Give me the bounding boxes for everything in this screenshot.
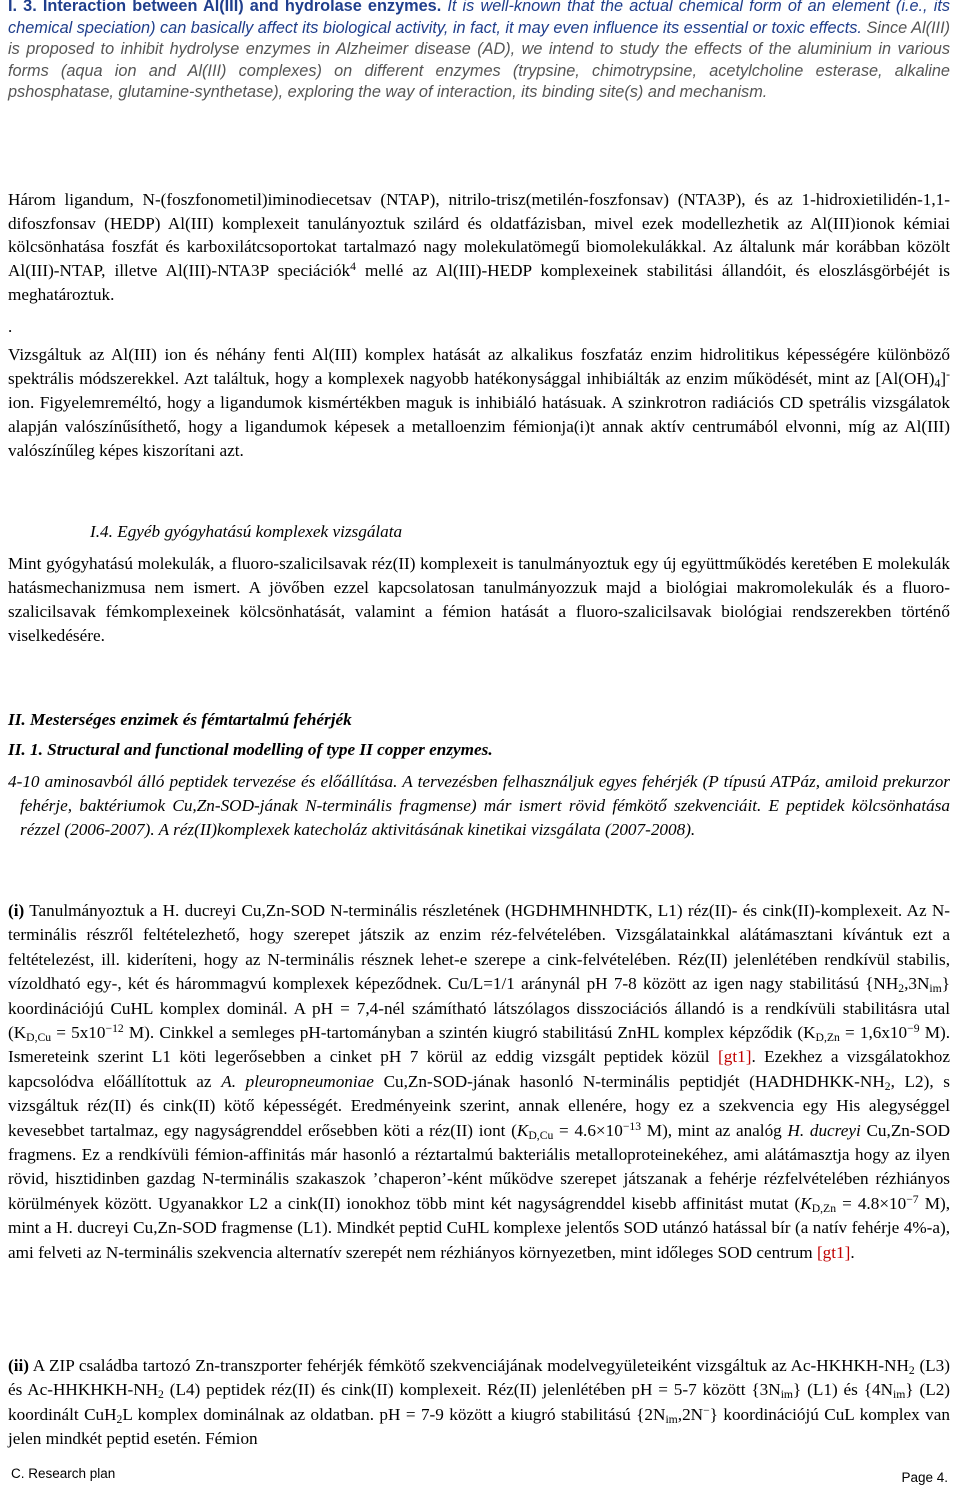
intro-text-blue: It is well-known that the actual chemical form of an element (i.e., its chemical speciation) can basically affect its biological activity, in fact, it may even influence its essential or toxic effects. bbox=[8, 0, 950, 37]
harom-text-c: mellé az Al(III)-HEDP komplexeinek stabilitási állandóit, és eloszlásgörbéjét is meghatároztuk. bbox=[8, 261, 950, 304]
intro-text-gray: Since Al(III) is proposed to inhibit hydrolyse enzymes in Alzheimer disease (AD), we intend to study the effects of the aluminium in various forms (aqua ion and Al(III) complexes) on different enzymes (trypsine, chimotrypsine, acetylcholine esterase, alkaline pshosphatase, glutamine-synthetase), exploring the way of interaction, its binding site(s) and mechanism. bbox=[8, 18, 951, 101]
vizsg-text-a: Vizsgáltuk az Al(III) ion és néhány fenti Al(III) komplex hatását az alkalikus foszfatáz enzim hidrolitikus képességére különböző spektrális módszerekkel. Azt találtuk, hogy a komplexek nagyobb hatékonysággal inhibiálták az enzim működését, mint az [Al(OH) bbox=[8, 345, 950, 388]
pi-s2: im bbox=[929, 982, 942, 996]
peptid-text-c: E peptidek kölcsönhatása rézzel (2006-2007). A réz(II)komplexek katecholáz aktivitásának kinetikai vizsgálata (2007-2008). bbox=[20, 796, 951, 839]
pi-t15i: H. ducreyi bbox=[787, 1120, 861, 1140]
pi-sup2: −9 bbox=[907, 1022, 920, 1036]
pi-sup1: −12 bbox=[105, 1022, 124, 1036]
pii-t5: } (L1) és {4N bbox=[793, 1380, 894, 1400]
vizsg-sup: - bbox=[946, 368, 950, 382]
pii-s2: 2 bbox=[158, 1388, 164, 1402]
pi-t14: = 4.6×10 bbox=[553, 1120, 623, 1140]
peptid-text-a: 4-10 aminosavból álló peptidek tervezése és előállítása. bbox=[8, 772, 398, 791]
pii-t8: ,2N bbox=[677, 1404, 704, 1424]
pi-s7: D,Zn bbox=[811, 1201, 837, 1215]
pi-t4: ,3N bbox=[904, 974, 930, 994]
pi-t16: Cu,Zn-SOD fragmens. bbox=[8, 1120, 951, 1165]
pi-t17: Ez a rendkívüli fémion-affinitás már hasonló a réztartalmú bakteriális metalloproteinekéhez, ami alátámasztja hogy az ilyen rövid, hisztidinben gazdag N-terminális szakaszok ’chaperon’-ként működve szerepet játszanak a fehérje rézfelvételében rézhiányos körülmények között. bbox=[8, 1145, 950, 1213]
gyogy-text-b: A jövőben ezzel kapcsolatosan tanulmányozzuk majd a biológiai makromolekulák és a fluoro-szalicilsavak fémkomplexeinek kölcsönhatását, valamint a fémion hatását a fluoro-szalicilsavak biológiai rendszerekben történő viselkedésére. bbox=[8, 578, 950, 645]
pi-sup4: −7 bbox=[906, 1193, 919, 1207]
pi-t19: = 4.8×10 bbox=[836, 1193, 907, 1213]
pi-t1: Tanulmányoztuk a H. ducreyi Cu,Zn-SOD N-terminális részletének (HGDHMHNHDTK, L1) réz(II)- és cink(II)-komplexeit. bbox=[24, 901, 903, 920]
pi-t8: = 1,6x10 bbox=[839, 1023, 908, 1043]
pii-t7: L komplex dominálnak az oldatban. pH = 7-9 között a kiugró stabilitású {2N bbox=[122, 1404, 666, 1424]
vizsg-sub: 4 bbox=[934, 376, 941, 390]
pi-s6: D,Cu bbox=[528, 1128, 554, 1142]
pii-sup1: − bbox=[703, 1403, 710, 1417]
pii-t1: A ZIP családba tartozó Zn-transzporter fehérjék fémkötő szekvenciájának modelvegyületeiként vizsgáltuk az Ac-HKHKH-NH bbox=[29, 1356, 909, 1375]
pii-t9: } koordinációjú CuL komplex van jelen mindkét peptid esetén. Fémion bbox=[8, 1404, 950, 1449]
pi-t13: Eredményeink szerint, annak ellenére, hogy ez a szekvencia egy His alegységgel kevesebbet tartalmaz, egy nagyságrenddel erősebben köti a réz(II) iont ( bbox=[8, 1096, 950, 1140]
pii-t4: Réz(II) jelenlétében pH = 5-7 között {3N bbox=[481, 1380, 781, 1400]
pi-sup3: −13 bbox=[622, 1119, 642, 1133]
pii-s3: im bbox=[780, 1388, 794, 1402]
harom-text-b: Az általunk már korábban közölt Al(III)-NTAP, illetve Al(III)-NTA3P speciációk bbox=[8, 237, 950, 281]
paragraph-peptid-tervezes bbox=[8, 770, 950, 842]
pi-t13i: K bbox=[516, 1120, 529, 1140]
pi-s3: D,Cu bbox=[26, 1030, 52, 1044]
pii-t3: (L4) peptidek réz(II) és cink(II) komplexeit. bbox=[163, 1380, 482, 1400]
gyogy-text-a: Mint gyógyhatású molekulák, a fluoro-szalicilsavak réz(II) komplexeit is tanulmányoztuk egy új együttműködés keretében E molekulák hatásmechanizmusa nem ismert. bbox=[8, 554, 950, 597]
paragraph-gyogyhatasu bbox=[8, 552, 950, 648]
footer-section-label: C. Research plan bbox=[11, 1466, 116, 1481]
intro-paragraph bbox=[8, 0, 950, 104]
section-title-ii: II. Mesterséges enzimek és fémtartalmú fehérjék bbox=[8, 710, 352, 729]
comment-ref-gt1[interactable]: [gt1] bbox=[718, 1047, 752, 1067]
pi-t7: M). Cinkkel a semleges pH-tartományban a szintén kiugró stabilitású ZnHL komplex képződik (K bbox=[123, 1023, 816, 1043]
pi-t5: } koordinációjú CuHL komplex dominál. A pH = 7,4-nél számítható látszólagos disszociációs állandó is a rendkívüli stabilitásra utal (K bbox=[8, 974, 950, 1043]
harom-text-a: Három ligandum, N-(foszfonometil)iminodiecetsav (NTAP), nitrilo-trisz(metilén-foszfonsav) (NTA3P), és az 1-hidroxietilidén-1,1-difoszfonsav (HEDP) Al(III) komplexeit tanulányoztuk szilárd és oldatfázisban, mivel ezek modellezhetik az Al(III)ionok kémiai kölcsönhatása foszfát és karboxilátcsoportokat tartalmazó nagy molekulatömegű biomolekulákkal. bbox=[8, 190, 950, 257]
paragraph-vizsgaltuk bbox=[8, 343, 950, 463]
pi-t11: Cu,Zn-SOD-jának hasonló N-terminális peptidjét (HADHDHKK-NH bbox=[373, 1071, 885, 1091]
harom-ref-sup: 4 bbox=[350, 260, 356, 274]
peptid-text-b: A tervezésben felhasználjuk egyes fehérjék (P típusú ATPáz, amiloid prekurzor fehérje, baktériumok Cu,Zn-SOD-jának N-terminális fragmense) már ismert rövid fémkötő szekvenciáit. bbox=[20, 772, 950, 815]
pi-t10: . Ezekhez a vizsgálatokhoz kapcsolódva előállítottuk az bbox=[8, 1047, 951, 1091]
pi-t20: M), mint a H. ducreyi Cu,Zn-SOD fragmense (L1). bbox=[8, 1193, 950, 1238]
pii-s1: 2 bbox=[908, 1363, 915, 1377]
stray-dot: . bbox=[8, 317, 13, 336]
pii-s4: im bbox=[893, 1388, 906, 1402]
section-title-i4: I.4. Egyéb gyógyhatású komplexek vizsgálata bbox=[90, 522, 403, 541]
pi-t18: Ugyanakkor L2 a cink(II) ionokhoz több mint két nagyságrenddel kisebb affinitást mutat ( bbox=[152, 1193, 801, 1213]
footer-page-number: Page 4. bbox=[901, 1470, 948, 1485]
pi-t15: M), mint az analóg bbox=[641, 1120, 788, 1140]
paragraph-i bbox=[8, 899, 950, 1265]
pi-t12: , L2), s vizsgáltuk réz(II) és cink(II) kötő képességét. bbox=[8, 1071, 950, 1116]
pii-t2: (L3) és Ac-HHKHKH-NH bbox=[8, 1356, 950, 1400]
section-heading-i3: I. 3. Interaction between Al(III) and hydrolase enzymes. bbox=[8, 0, 442, 15]
section-title-ii1: II. 1. Structural and functional modelling of type II copper enzymes. bbox=[8, 740, 493, 759]
pi-s5: 2 bbox=[884, 1079, 891, 1093]
pi-s4: D,Zn bbox=[815, 1030, 840, 1044]
pii-t6: } (L2) koordinált CuH bbox=[8, 1380, 951, 1424]
pii-s6: im bbox=[665, 1412, 678, 1426]
vizsg-text-b: ] bbox=[940, 369, 947, 388]
paragraph-ii bbox=[8, 1354, 950, 1452]
pi-t18i: K bbox=[800, 1193, 812, 1213]
pi-t9: M). Ismereteink szerint L1 köti legerősebben a cinket pH 7 körül az eddig vizsgált peptidek közül bbox=[8, 1023, 950, 1067]
vizsg-text-c: ion. Figyelemreméltó, hogy a ligandumok kismértékben maguk is inhibiáló hatásuak. A szinkrotron radiációs CD spetrális vizsgálatok alapján valószínűsíthető, hogy a ligandumok képesek a metalloenzim fémionja(i)t annak aktív centrumából elvonni, míg az Al(III) valószínűleg képes kiszorítani azt. bbox=[8, 393, 950, 460]
pi-t21: Mindkét peptid CuHL komplexe jelentős SOD utánzó hatással bír (a natív fehérje 4%-a), ami felveti az N-terminális szekvencia alternatív szerepét nem rézhiányos környezetben, mint időleges SOD centrum bbox=[8, 1218, 951, 1262]
pi-t3: Réz(II) jelenlétében rendkívül stabilis, vízoldható egy-, két és hárommagvú komplexek képeződnek. Cu/L=1/1 aránynál pH 7-8 között az igen nagy stabilitású {NH bbox=[8, 949, 950, 994]
pi-t2: Az N-terminális részről feltételezhető, hogy szerepet játszik az enzim réz-felvételében. Vizsgálatainkkal alátámasztani kívántuk ezt a feltételezést, ill. kideríteni, hogy az N-terminális résznek lehet-e szerepe a cink-felvételében. bbox=[8, 901, 950, 969]
pi-t6: = 5x10 bbox=[51, 1023, 106, 1043]
pi-s1: 2 bbox=[898, 982, 905, 996]
pi-t22: . bbox=[850, 1242, 855, 1262]
comment-ref-gt1-second[interactable]: [gt1] bbox=[816, 1242, 851, 1262]
pii-s5: 2 bbox=[116, 1412, 123, 1426]
pi-t10i: A. pleuropneumoniae bbox=[221, 1071, 374, 1091]
label-i: (i) bbox=[8, 901, 25, 920]
paragraph-harom-ligandum bbox=[8, 188, 950, 307]
label-ii: (ii) bbox=[8, 1356, 29, 1375]
